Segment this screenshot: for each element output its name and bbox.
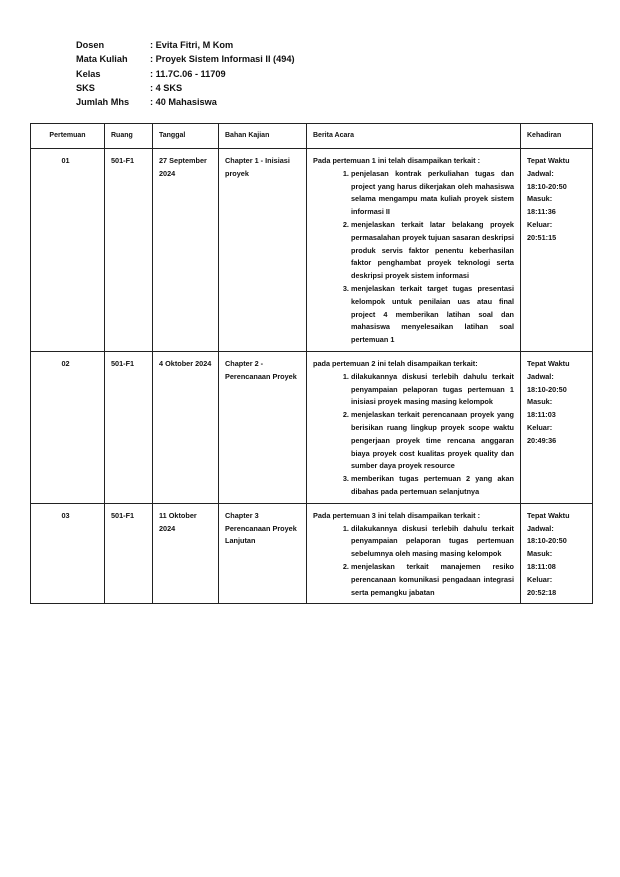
cell-bahan: Chapter 1 - Inisiasi proyek (219, 149, 307, 352)
acara-list (313, 168, 514, 347)
kehadiran-line: Masuk: (527, 194, 553, 204)
cell-bahan: Chapter 2 - Perencanaan Proyek (219, 351, 307, 503)
info-jumlah (76, 95, 295, 109)
acara-intro: Pada pertemuan 1 ini telah disampaikan terkait : (313, 156, 481, 165)
cell-ruang: 501-F1 (105, 149, 153, 352)
acara-intro: Pada pertemuan 3 ini telah disampaikan terkait : (313, 510, 481, 520)
header-kehadiran: Kehadiran (521, 124, 593, 149)
kehadiran-line: 18:11:08 (527, 561, 556, 571)
kehadiran-line: Keluar: (527, 574, 553, 584)
info-value: : Evita Fitri, M Kom (150, 40, 234, 50)
kehadiran-line: 20:49:36 (527, 435, 557, 445)
cell-kehadiran (521, 149, 593, 352)
kehadiran-line: Keluar: (527, 219, 553, 229)
cell-tanggal: 4 Oktober 2024 (153, 351, 219, 503)
kehadiran-line: 18:10-20:50 (527, 536, 567, 546)
kehadiran-line: Jadwal: (527, 523, 554, 533)
course-info (76, 38, 295, 109)
kehadiran-line: Masuk: (527, 549, 553, 559)
info-sks (76, 81, 295, 95)
cell-tanggal: 11 Oktober 2024 (153, 503, 219, 604)
cell-pertemuan: 02 (31, 351, 105, 503)
info-kelas (76, 67, 295, 81)
kehadiran-line: Tepat Waktu (527, 510, 570, 520)
list-item: 3. menjelaskan terkait target tugas presentasi kelompok untuk penilaian uas atau final project 4 memberikan latihan soal dan mahasiswa menyelesaikan latihan soal pertemuan 1 (351, 283, 514, 347)
kehadiran-line: 20:51:15 (527, 232, 557, 242)
info-value: : Proyek Sistem Informasi II (494) (150, 54, 295, 65)
attendance-table (30, 123, 593, 604)
list-item: 1. penjelasan kontrak perkuliahan tugas dan project yang harus dikerjakan oleh mahasiswa selama mengampu mata kuliah proyek sistem informasi II (351, 168, 514, 219)
cell-ruang: 501-F1 (105, 351, 153, 503)
kehadiran-line: 20:52:18 (527, 587, 557, 597)
kehadiran-line: 18:11:03 (527, 410, 556, 420)
cell-kehadiran (521, 503, 593, 604)
info-dosen (76, 38, 295, 52)
table-row (31, 149, 593, 352)
cell-bahan: Chapter 3 Perencanaan Proyek Lanjutan (219, 503, 307, 604)
list-item: 2. menjelaskan terkait manajemen resiko perencanaan komunikasi pengadaan integrasi serta pemangku jabatan (351, 561, 514, 599)
table-row (31, 503, 593, 604)
kehadiran-line: Jadwal: (527, 371, 554, 381)
info-value: : 11.7C.06 - 11709 (150, 68, 226, 79)
header-ruang: Ruang (105, 124, 153, 149)
kehadiran-line: 18:11:36 (527, 207, 556, 217)
list-item: 1. dilakukannya diskusi terlebih dahulu terkait penyampaian pelaporan tugas pertemuan sebelumnya oleh masing masing kelompok (351, 523, 514, 561)
info-label: Jumlah Mhs (76, 97, 130, 108)
header-pertemuan: Pertemuan (31, 124, 105, 149)
info-value: : 40 Mahasiswa (150, 97, 217, 108)
kehadiran-line: 18:10-20:50 (527, 181, 567, 191)
acara-intro: pada pertemuan 2 ini telah disampaikan terkait: (313, 358, 478, 368)
header-tanggal: Tanggal (153, 124, 219, 149)
acara-list (313, 371, 514, 499)
list-item: 2. menjelaskan terkait latar belakang proyek permasalahan proyek tujuan sasaran deskripsi produk servis faktor penentu keberhasilan faktor penghambat proyek teknologi serta deskripsi proyek sistem informasi (351, 219, 514, 283)
info-value: : 4 SKS (150, 82, 183, 93)
kehadiran-line: Jadwal: (527, 168, 554, 178)
kehadiran-line: Tepat Waktu (527, 156, 570, 165)
header-bahan: Bahan Kajian (219, 124, 307, 149)
info-label: SKS (76, 82, 95, 93)
cell-acara (307, 503, 521, 604)
cell-ruang: 501-F1 (105, 503, 153, 604)
table-header-row (31, 124, 593, 149)
acara-list (313, 523, 514, 600)
list-item: 3. memberikan tugas pertemuan 2 yang akan dibahas pada pertemuan selanjutnya (351, 473, 514, 499)
cell-tanggal: 27 September 2024 (153, 149, 219, 352)
info-label: Dosen (76, 40, 105, 50)
kehadiran-line: Masuk: (527, 397, 553, 407)
info-label: Mata Kuliah (76, 54, 128, 65)
kehadiran-line: 18:10-20:50 (527, 384, 567, 394)
cell-pertemuan: 01 (31, 149, 105, 352)
cell-kehadiran (521, 351, 593, 503)
info-label: Kelas (76, 68, 101, 79)
kehadiran-line: Keluar: (527, 422, 553, 432)
table-row (31, 351, 593, 503)
list-item: 2. menjelaskan terkait perencanaan proyek yang berisikan ruang lingkup proyek scope waktu pengerjaan proyek time rencana anggaran biaya proyek cost kualitas proyek quality dan sumber daya proyek resource (351, 409, 514, 473)
cell-acara (307, 351, 521, 503)
cell-acara (307, 149, 521, 352)
list-item: 1. dilakukannya diskusi terlebih dahulu terkait penyampaian pelaporan tugas pertemuan 1 inisiasi proyek masing masing kelompok (351, 371, 514, 409)
info-matakuliah (76, 52, 295, 66)
kehadiran-line: Tepat Waktu (527, 358, 570, 368)
header-acara: Berita Acara (307, 124, 521, 149)
cell-pertemuan: 03 (31, 503, 105, 604)
